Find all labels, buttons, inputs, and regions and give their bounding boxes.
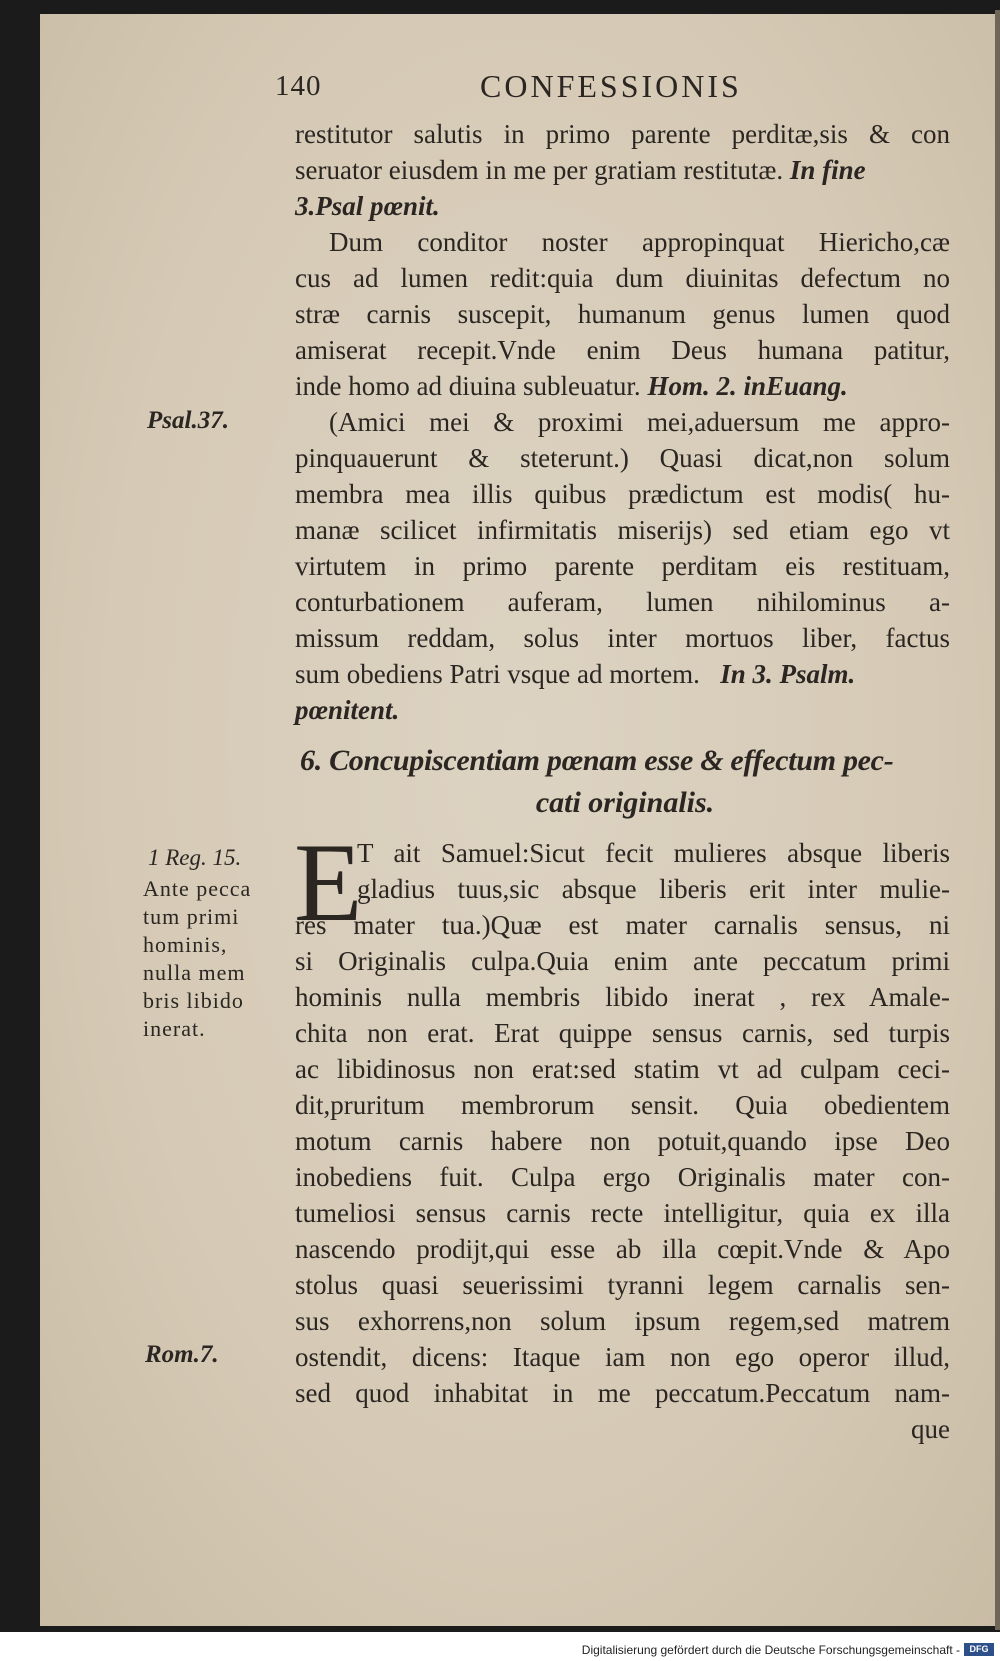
text-line: virtutem in primo parente perditam eis restituam,	[295, 551, 950, 581]
text-line: restitutor salutis in primo parente perditæ,sis & con	[295, 119, 950, 149]
text-line: ac libidinosus non erat:sed statim vt ad culpam ceci-	[295, 1054, 950, 1084]
body-paragraph-2	[294, 821, 950, 1447]
margin-note-line: nulla mem	[143, 960, 246, 985]
drop-cap: E	[294, 821, 363, 945]
page-number: 140	[275, 70, 322, 102]
margin-note-reg: 1 Reg. 15.	[148, 845, 242, 870]
margin-note-line: bris libido	[143, 988, 244, 1013]
text-line: sed quod inhabitat in me peccatum.Peccatum nam-	[295, 1378, 950, 1408]
margin-note-rom: Rom.7.	[145, 1341, 219, 1368]
text-line: pinquauerunt & steterunt.) Quasi dicat,non solum	[295, 443, 950, 473]
text-line: cus ad lumen redit:quia dum diuinitas defectum no	[295, 263, 950, 293]
text-line: inde homo ad diuina subleuatur.	[295, 371, 641, 401]
text-line: membra mea illis quibus prædictum est modis( hu-	[295, 479, 950, 509]
heading-line: cati originalis.	[535, 786, 715, 819]
citation: pœnitent.	[295, 695, 400, 725]
running-title: CONFESSIONIS	[480, 68, 742, 104]
text-line: seruator eiusdem in me per gratiam restitutæ.	[295, 155, 784, 185]
text-line: missum reddam, solus inter mortuos liber, factus	[295, 623, 950, 653]
heading-line: 6. Concupiscentiam pœnam esse & effectum pec-	[300, 744, 894, 777]
text-line: T ait Samuel:Sicut fecit mulieres absque liberis	[357, 838, 950, 868]
dfg-logo: DFG	[964, 1643, 994, 1656]
text-line: chita non erat. Erat quippe sensus carnis, sed turpis	[295, 1018, 950, 1048]
margin-note-line: tum primi	[143, 904, 240, 929]
citation: Hom. 2. inEuang.	[647, 371, 848, 401]
margin-note-line: hominis,	[143, 932, 228, 957]
text-line: conturbationem auferam, lumen nihilominus a-	[295, 587, 950, 617]
page-edge	[995, 10, 1000, 1630]
text-line: amiserat recepit.Vnde enim Deus humana patitur,	[295, 335, 950, 365]
text-line: nascendo prodijt,qui esse ab illa cœpit.Vnde & Apo	[295, 1234, 950, 1264]
text-line: manæ scilicet infirmitatis miserijs) sed etiam ego vt	[295, 515, 950, 545]
text-line: stolus quasi seuerissimi tyranni legem carnalis sen-	[295, 1270, 950, 1300]
text-line: sum obediens Patri vsque ad mortem.	[295, 659, 700, 689]
credit-text: Digitalisierung gefördert durch die Deutsche Forschungsgemeinschaft -	[581, 1643, 960, 1657]
text-line: dit,pruritum membrorum sensit. Quia obedientem	[295, 1090, 950, 1120]
margin-note-line: Ante pecca	[143, 876, 252, 901]
text-line: gladius tuus,sic absque liberis erit inter mulie-	[357, 874, 950, 904]
body-paragraph-1	[295, 116, 950, 728]
text-line: sus exhorrens,non solum ipsum regem,sed matrem	[295, 1306, 950, 1336]
text-line: inobediens fuit. Culpa ergo Originalis mater con-	[295, 1162, 950, 1192]
text-line: stræ carnis suscepit, humanum genus lumen quod	[295, 299, 950, 329]
citation: In fine	[789, 155, 866, 185]
text-line: motum carnis habere non potuit,quando ipse Deo	[295, 1126, 950, 1156]
citation: In 3. Psalm.	[720, 659, 856, 689]
text-line: res mater tua.)Quæ est mater carnalis sensus, ni	[295, 910, 950, 940]
text-line: (Amici mei & proximi mei,aduersum me appro-	[329, 407, 950, 437]
section-heading	[300, 740, 950, 824]
text-line: tumeliosi sensus carnis recte intelligitur, quia ex illa	[295, 1198, 950, 1228]
catchword: que	[911, 1414, 950, 1444]
margin-note-block	[143, 875, 283, 1043]
margin-note-psal: Psal.37.	[147, 407, 229, 434]
digitization-credit	[0, 1640, 1000, 1661]
running-head	[0, 68, 1000, 108]
text-line: Dum conditor noster appropinquat Hiericho,cæ	[329, 227, 950, 257]
text-line: ostendit, dicens: Itaque iam non ego operor illud,	[295, 1342, 950, 1372]
text-line: si Originalis culpa.Quia enim ante peccatum primi	[295, 946, 950, 976]
margin-note-line: inerat.	[143, 1016, 206, 1041]
citation: 3.Psal pœnit.	[295, 191, 440, 221]
text-line: hominis nulla membris libido inerat , rex Amale-	[295, 982, 950, 1012]
